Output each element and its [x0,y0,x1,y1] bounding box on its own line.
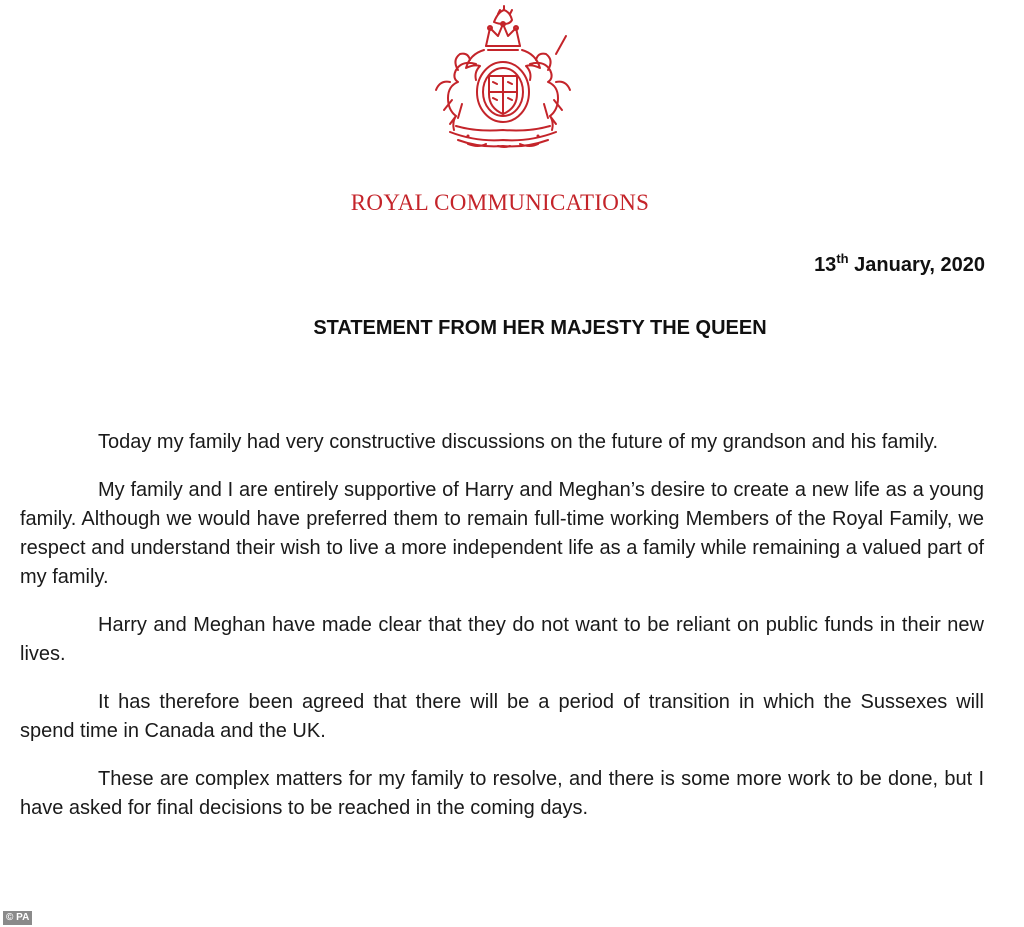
statement-date [814,251,985,277]
date-day-suffix: th [836,251,849,266]
royal-coat-of-arms-icon [428,4,578,150]
paragraph: Today my family had very constructive discussions on the future of my grandson and his family. [98,431,939,453]
photo-credit: © PA [3,911,32,925]
paragraph: These are complex matters for my family to resolve, and there is some more work to be done, but I have asked for final decisions to be reached in the coming days. [20,768,984,819]
paragraph: My family and I are entirely supportive of Harry and Meghan’s desire to create a new life as a young family. Although we would have preferred them to remain full-time working Members of the Royal Family, we respect and understand their wish to live a more independent life as a family while remaining a valued part of my family. [20,479,984,588]
paragraph: Harry and Meghan have made clear that they do not want to be reliant on public funds in their new lives. [20,614,984,665]
statement-title: STATEMENT FROM HER MAJESTY THE QUEEN [313,317,767,339]
statement-body [20,428,984,842]
organization-name: ROYAL COMMUNICATIONS [350,190,650,215]
paragraph: It has therefore been agreed that there will be a period of transition in which the Sussexes will spend time in Canada and the UK. [20,691,984,742]
date-day: 13 [814,254,837,276]
date-month-year: January, 2020 [854,254,985,276]
